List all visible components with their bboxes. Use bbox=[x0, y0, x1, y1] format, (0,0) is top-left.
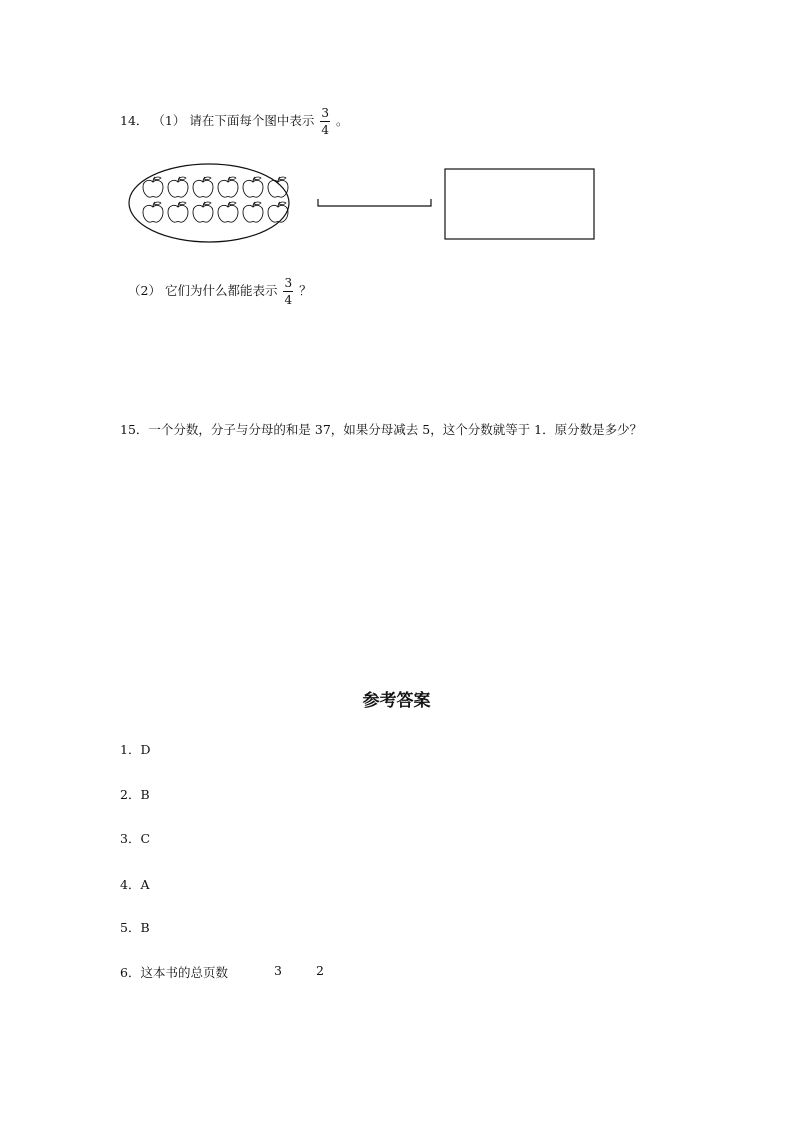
rectangle-figure bbox=[445, 169, 594, 239]
apple-icon bbox=[143, 202, 163, 222]
q15-text: 一个分数，分子与分母的和是 37，如果分母减去 5，这个分数就等于 1．原分数是多少？ bbox=[148, 422, 643, 437]
apple-icon bbox=[143, 177, 163, 197]
answer-6-blank-1: 3 bbox=[274, 963, 282, 978]
q14-part2-text: 它们为什么都能表示 bbox=[164, 283, 278, 298]
line-segment bbox=[318, 199, 431, 206]
apple-icon bbox=[268, 177, 288, 197]
answer-item-3 bbox=[120, 829, 150, 847]
answer-text: 这本书的总页数 bbox=[140, 965, 228, 980]
q15-number: 15． bbox=[120, 422, 149, 437]
answer-item-6 bbox=[120, 963, 228, 981]
answer-text: A bbox=[140, 877, 150, 892]
answer-text: B bbox=[140, 920, 150, 935]
apple-grid bbox=[143, 177, 288, 222]
answer-num: 1． bbox=[120, 742, 141, 757]
q15-line bbox=[120, 420, 642, 438]
answer-text: D bbox=[140, 742, 151, 757]
q14-part1-label: （1） bbox=[152, 113, 186, 128]
answer-num: 4． bbox=[120, 877, 141, 892]
apple-icon bbox=[218, 202, 238, 222]
answer-num: 5． bbox=[120, 920, 141, 935]
answer-item-5 bbox=[120, 918, 150, 936]
apple-icon bbox=[168, 177, 188, 197]
fraction-numerator: 3 bbox=[321, 106, 329, 120]
q14-figures bbox=[120, 160, 610, 250]
q14-line1 bbox=[120, 107, 348, 136]
q14-line2 bbox=[128, 277, 312, 306]
answer-num: 3． bbox=[120, 831, 141, 846]
answer-num: 6． bbox=[120, 965, 141, 980]
answer-num: 2． bbox=[120, 787, 141, 802]
q14-fraction bbox=[320, 107, 330, 136]
q14-fraction-2 bbox=[283, 277, 293, 306]
apple-icon bbox=[218, 177, 238, 197]
apple-icon bbox=[168, 202, 188, 222]
apple-oval bbox=[129, 164, 289, 242]
answers-title: 参考答案 bbox=[362, 691, 431, 711]
q14-part2-end: ？ bbox=[299, 283, 312, 298]
apple-icon bbox=[193, 202, 213, 222]
fraction-numerator: 3 bbox=[284, 276, 293, 290]
answer-text: C bbox=[140, 831, 151, 846]
q14-part2-label: （2） bbox=[128, 283, 161, 298]
fraction-denominator: 4 bbox=[321, 123, 329, 137]
q14-part1-end: 。 bbox=[335, 113, 349, 128]
apple-icon bbox=[268, 202, 288, 222]
fraction-denominator: 4 bbox=[284, 293, 293, 307]
answer-text: B bbox=[140, 787, 150, 802]
apple-icon bbox=[193, 177, 213, 197]
apple-icon bbox=[243, 202, 263, 222]
answer-item-4 bbox=[120, 875, 149, 893]
q14-number: 14． bbox=[120, 113, 149, 128]
q14-part1-text: 请在下面每个图中表示 bbox=[189, 113, 315, 128]
apple-icon bbox=[243, 177, 263, 197]
answer-item-1 bbox=[120, 740, 150, 758]
answer-6-blank-2: 2 bbox=[316, 963, 324, 978]
answer-item-2 bbox=[120, 785, 150, 803]
